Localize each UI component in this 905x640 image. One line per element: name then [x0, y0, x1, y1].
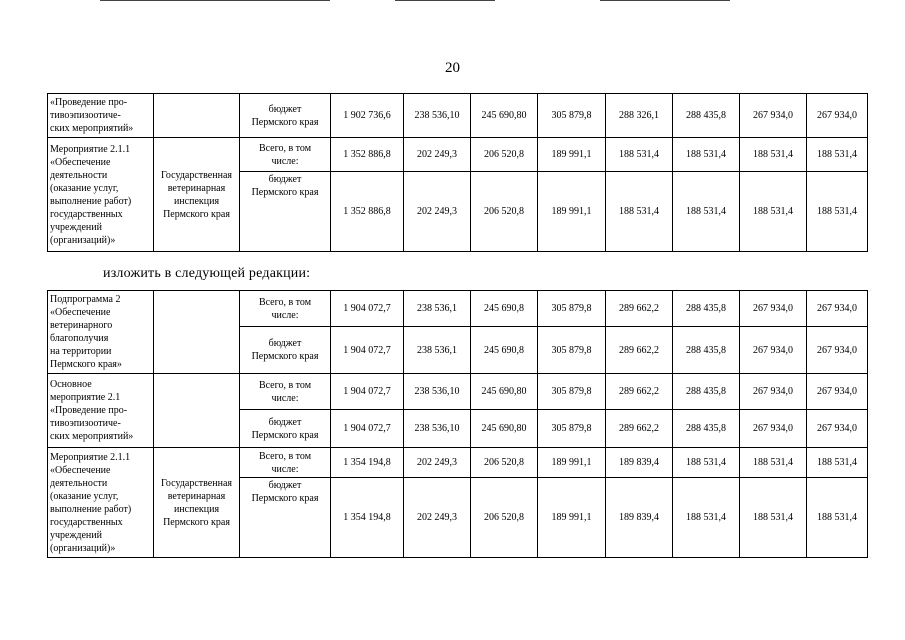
value-cell: 206 520,8 — [471, 172, 538, 252]
executor-cell — [154, 291, 240, 374]
value-cell: 305 879,8 — [538, 410, 606, 448]
value-cell: 188 531,4 — [740, 138, 807, 172]
row-name-cell: Подпрограмма 2 «Обеспечение ветеринарного благополучия на территории Пермского края» — [48, 291, 154, 374]
value-cell: 189 839,4 — [606, 448, 673, 478]
value-cell: 202 249,3 — [404, 172, 471, 252]
value-cell: 188 531,4 — [673, 172, 740, 252]
value-cell: 189 991,1 — [538, 448, 606, 478]
value-cell: 202 249,3 — [404, 478, 471, 558]
value-cell: 1 354 194,8 — [331, 448, 404, 478]
value-cell: 1 904 072,7 — [331, 374, 404, 410]
value-cell: 238 536,10 — [404, 94, 471, 138]
value-cell: 305 879,8 — [538, 327, 606, 374]
value-cell: 267 934,0 — [740, 410, 807, 448]
value-cell: 188 531,4 — [740, 172, 807, 252]
table-row — [48, 94, 868, 138]
budget-table-old — [47, 93, 868, 252]
row-name-cell: «Проведение про- тивоэпизоотиче- ских мероприятий» — [48, 94, 154, 138]
value-cell: 267 934,0 — [807, 94, 868, 138]
executor-cell — [154, 94, 240, 138]
value-cell: 267 934,0 — [807, 374, 868, 410]
value-cell: 1 904 072,7 — [331, 291, 404, 327]
value-cell: 288 435,8 — [673, 410, 740, 448]
value-cell: 188 531,4 — [740, 448, 807, 478]
value-cell: 289 662,2 — [606, 327, 673, 374]
value-cell: 189 991,1 — [538, 172, 606, 252]
value-cell: 188 531,4 — [807, 448, 868, 478]
funding-source-cell: бюджет Пермского края — [240, 327, 331, 374]
value-cell: 188 531,4 — [807, 172, 868, 252]
value-cell: 245 690,80 — [471, 410, 538, 448]
value-cell: 238 536,1 — [404, 291, 471, 327]
executor-cell — [154, 374, 240, 448]
value-cell: 267 934,0 — [807, 410, 868, 448]
value-cell: 188 531,4 — [807, 138, 868, 172]
executor-cell: Государственная ветеринарная инспекция Пермского края — [154, 448, 240, 558]
value-cell: 238 536,10 — [404, 374, 471, 410]
value-cell: 202 249,3 — [404, 448, 471, 478]
value-cell: 1 354 194,8 — [331, 478, 404, 558]
value-cell: 267 934,0 — [807, 327, 868, 374]
value-cell: 238 536,1 — [404, 327, 471, 374]
value-cell: 238 536,10 — [404, 410, 471, 448]
value-cell: 267 934,0 — [740, 291, 807, 327]
row-name-cell: Мероприятие 2.1.1 «Обеспечение деятельности (оказание услуг, выполнение работ) государственных учреждений (организаций)» — [48, 138, 154, 252]
value-cell: 1 904 072,7 — [331, 327, 404, 374]
value-cell: 288 326,1 — [606, 94, 673, 138]
funding-source-cell: Всего, в том числе: — [240, 291, 331, 327]
value-cell: 1 352 886,8 — [331, 138, 404, 172]
value-cell: 305 879,8 — [538, 94, 606, 138]
value-cell: 202 249,3 — [404, 138, 471, 172]
value-cell: 188 531,4 — [740, 478, 807, 558]
row-name-cell: Основное мероприятие 2.1 «Проведение про- тивоэпизоотиче- ских мероприятий» — [48, 374, 154, 448]
value-cell: 1 904 072,7 — [331, 410, 404, 448]
table-row — [48, 374, 868, 410]
funding-source-cell: Всего, в том числе: — [240, 448, 331, 478]
scan-edge-line — [395, 0, 495, 1]
value-cell: 189 991,1 — [538, 478, 606, 558]
funding-source-cell: бюджет Пермского края — [240, 94, 331, 138]
value-cell: 1 352 886,8 — [331, 172, 404, 252]
value-cell: 288 435,8 — [673, 374, 740, 410]
value-cell: 189 991,1 — [538, 138, 606, 172]
value-cell: 288 435,8 — [673, 94, 740, 138]
value-cell: 188 531,4 — [673, 448, 740, 478]
value-cell: 288 435,8 — [673, 291, 740, 327]
funding-source-cell: Всего, в том числе: — [240, 374, 331, 410]
funding-source-cell: бюджет Пермского края — [240, 478, 331, 558]
value-cell: 267 934,0 — [740, 94, 807, 138]
scan-edge-line — [600, 0, 730, 1]
page-number: 20 — [445, 60, 460, 76]
value-cell: 267 934,0 — [740, 327, 807, 374]
budget-table-new — [47, 290, 868, 558]
replace-instruction: изложить в следующей редакции: — [103, 266, 311, 281]
value-cell: 289 662,2 — [606, 374, 673, 410]
executor-cell: Государственная ветеринарная инспекция Пермского края — [154, 138, 240, 252]
funding-source-cell: Всего, в том числе: — [240, 138, 331, 172]
value-cell: 245 690,80 — [471, 94, 538, 138]
value-cell: 206 520,8 — [471, 138, 538, 172]
value-cell: 245 690,8 — [471, 327, 538, 374]
value-cell: 206 520,8 — [471, 478, 538, 558]
value-cell: 188 531,4 — [673, 138, 740, 172]
value-cell: 188 531,4 — [606, 138, 673, 172]
value-cell: 305 879,8 — [538, 291, 606, 327]
value-cell: 188 531,4 — [673, 478, 740, 558]
scan-edge-line — [100, 0, 330, 1]
value-cell: 206 520,8 — [471, 448, 538, 478]
value-cell: 188 531,4 — [807, 478, 868, 558]
funding-source-cell: бюджет Пермского края — [240, 172, 331, 252]
table-row — [48, 448, 868, 478]
value-cell: 267 934,0 — [740, 374, 807, 410]
table-row — [48, 291, 868, 327]
value-cell: 245 690,8 — [471, 291, 538, 327]
value-cell: 305 879,8 — [538, 374, 606, 410]
value-cell: 189 839,4 — [606, 478, 673, 558]
value-cell: 188 531,4 — [606, 172, 673, 252]
value-cell: 245 690,80 — [471, 374, 538, 410]
value-cell: 288 435,8 — [673, 327, 740, 374]
value-cell: 1 902 736,6 — [331, 94, 404, 138]
value-cell: 289 662,2 — [606, 410, 673, 448]
row-name-cell: Мероприятие 2.1.1 «Обеспечение деятельности (оказание услуг, выполнение работ) государственных учреждений (организаций)» — [48, 448, 154, 558]
value-cell: 289 662,2 — [606, 291, 673, 327]
funding-source-cell: бюджет Пермского края — [240, 410, 331, 448]
table-row — [48, 138, 868, 172]
value-cell: 267 934,0 — [807, 291, 868, 327]
